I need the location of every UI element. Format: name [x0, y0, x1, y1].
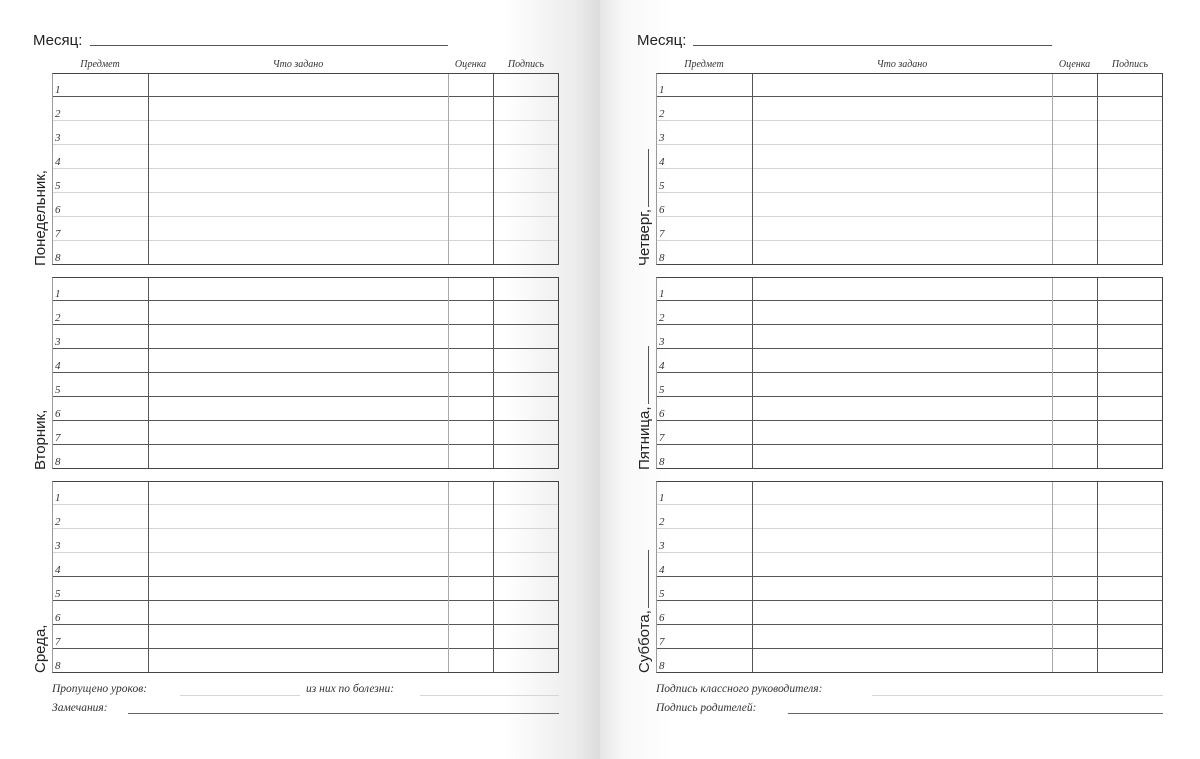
- row-number: 3: [55, 132, 61, 144]
- row-number: 3: [659, 336, 665, 348]
- row-number: 1: [659, 288, 665, 300]
- row-number: 6: [55, 612, 61, 624]
- row-number: 8: [55, 252, 61, 264]
- date-line-friday[interactable]: [648, 346, 649, 404]
- row-number: 2: [55, 108, 61, 120]
- row-number: 2: [55, 312, 61, 324]
- row-number: 7: [659, 432, 665, 444]
- row-number: 7: [55, 228, 61, 240]
- row-number: 7: [659, 636, 665, 648]
- row-number: 1: [55, 288, 61, 300]
- header-subject-left: Предмет: [80, 59, 120, 70]
- illness-field[interactable]: [420, 695, 559, 696]
- row-number: 7: [659, 228, 665, 240]
- row-number: 6: [55, 204, 61, 216]
- row-number: 4: [55, 156, 61, 168]
- row-number: 2: [659, 108, 665, 120]
- remarks-label: Замечания:: [52, 702, 108, 714]
- month-input-line-left[interactable]: [90, 45, 448, 46]
- teacher-signature-field[interactable]: [872, 695, 1163, 696]
- day-table-friday: [656, 277, 1163, 469]
- row-number: 5: [55, 588, 61, 600]
- day-label-tuesday: Вторник,: [32, 409, 49, 470]
- header-assignment-left: Что задано: [272, 59, 324, 70]
- row-number: 6: [659, 612, 665, 624]
- missed-lessons-label: Пропущено уроков:: [52, 683, 148, 695]
- row-number: 5: [659, 588, 665, 600]
- day-table-wednesday: [52, 481, 559, 673]
- missed-lessons-field[interactable]: [180, 695, 300, 696]
- remarks-field[interactable]: [128, 713, 559, 714]
- month-label-left: Месяц:: [33, 32, 83, 49]
- table-frame: [52, 481, 559, 673]
- row-number: 4: [55, 360, 61, 372]
- table-frame: [52, 73, 559, 265]
- header-grade-left: Оценка: [454, 59, 487, 70]
- row-number: 2: [659, 312, 665, 324]
- day-label-saturday: Суббота,: [636, 550, 653, 673]
- row-number: 8: [659, 456, 665, 468]
- table-frame: [656, 277, 1163, 469]
- row-number: 8: [659, 252, 665, 264]
- header-assignment-right: Что задано: [876, 59, 928, 70]
- row-number: 1: [659, 84, 665, 96]
- row-number: 5: [659, 384, 665, 396]
- row-number: 7: [55, 636, 61, 648]
- row-number: 3: [55, 540, 61, 552]
- row-number: 1: [55, 492, 61, 504]
- header-subject-right: Предмет: [684, 59, 724, 70]
- row-number: 6: [659, 204, 665, 216]
- row-number: 3: [659, 132, 665, 144]
- day-label-friday: Пятница,: [636, 346, 653, 470]
- row-number: 8: [55, 456, 61, 468]
- parents-signature-field[interactable]: [788, 713, 1163, 714]
- day-label-thursday: Четверг,: [636, 149, 653, 266]
- row-number: 5: [55, 384, 61, 396]
- header-signature-right: Подпись: [1111, 59, 1149, 70]
- header-signature-left: Подпись: [507, 59, 545, 70]
- day-table-tuesday: [52, 277, 559, 469]
- month-label-right: Месяц:: [637, 32, 687, 49]
- row-number: 6: [55, 408, 61, 420]
- month-input-line-right[interactable]: [693, 45, 1052, 46]
- table-frame: [656, 481, 1163, 673]
- day-table-saturday: [656, 481, 1163, 673]
- teacher-signature-label: Подпись классного руководителя:: [656, 683, 823, 695]
- row-number: 7: [55, 432, 61, 444]
- parents-signature-label: Подпись родителей:: [656, 702, 757, 714]
- table-frame: [52, 277, 559, 469]
- day-table-monday: [52, 73, 559, 265]
- day-label-monday: Понедельник,: [32, 170, 49, 266]
- row-number: 4: [659, 156, 665, 168]
- row-number: 3: [659, 540, 665, 552]
- row-number: 6: [659, 408, 665, 420]
- row-number: 2: [659, 516, 665, 528]
- row-number: 8: [659, 660, 665, 672]
- row-number: 1: [659, 492, 665, 504]
- row-number: 5: [659, 180, 665, 192]
- row-number: 4: [659, 360, 665, 372]
- row-number: 1: [55, 84, 61, 96]
- date-line-thursday[interactable]: [648, 149, 649, 207]
- row-number: 5: [55, 180, 61, 192]
- day-label-wednesday: Среда,: [32, 624, 49, 673]
- row-number: 2: [55, 516, 61, 528]
- illness-label: из них по болезни:: [306, 683, 395, 695]
- row-number: 4: [659, 564, 665, 576]
- row-number: 3: [55, 336, 61, 348]
- table-frame: [656, 73, 1163, 265]
- row-number: 4: [55, 564, 61, 576]
- day-table-thursday: [656, 73, 1163, 265]
- header-grade-right: Оценка: [1058, 59, 1091, 70]
- row-number: 8: [55, 660, 61, 672]
- date-line-saturday[interactable]: [648, 550, 649, 608]
